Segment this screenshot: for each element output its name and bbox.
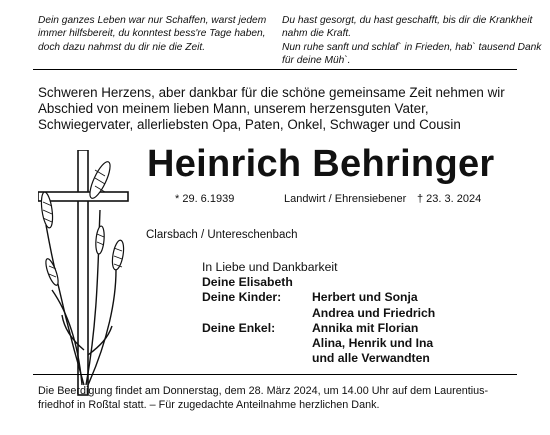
grandchildren-entry: Alina, Henrik und Ina: [312, 336, 434, 351]
children-entry: Herbert und Sonja: [312, 290, 418, 305]
funeral-line: Die Beerdigung findet am Donnerstag, dem 28. März 2024, um 14.00 Uhr auf dem Laurentius-: [38, 385, 489, 397]
mourners-block: [202, 260, 435, 366]
poem-line: nahm die Kraft.: [282, 28, 352, 40]
poem-line: doch dazu nahmst du dir nie die Zeit.: [38, 41, 206, 53]
birth-date: * 29. 6.1939: [175, 193, 235, 205]
poem-line: immer hilfsbereit, du konntest bess're Tage haben,: [38, 28, 266, 40]
deceased-name: Heinrich Behringer: [147, 143, 495, 185]
poem-line: Dein ganzes Leben war nur Schaffen, warst jedem: [38, 15, 267, 26]
poem-right: [282, 14, 542, 68]
bottom-divider: [33, 374, 517, 375]
intro-text: [38, 85, 518, 133]
intro-line: Schweren Herzens, aber dankbar für die schöne gemeinsame Zeit nehmen wir: [38, 85, 505, 100]
wife-name: Deine Elisabeth: [202, 275, 293, 290]
home-place: Clarsbach / Untereschenbach: [146, 229, 298, 241]
intro-line: Abschied von meinem lieben Mann, unserem herzensguten Vater,: [38, 101, 429, 116]
cross-with-wheat-icon: [38, 150, 138, 400]
death-date: † 23. 3. 2024: [417, 193, 482, 205]
top-divider: [33, 69, 517, 70]
funeral-line: friedhof in Roßtal statt. – Für zugedachte Anteilnahme herzlichen Dank.: [38, 399, 380, 411]
mourners-heading: In Liebe und Dankbarkeit: [202, 260, 338, 274]
poem-line: Du hast gesorgt, du hast geschafft, bis dir die Krankheit: [282, 15, 533, 26]
children-entry: Andrea und Friedrich: [312, 305, 436, 320]
poem-line: für deine Müh`.: [282, 55, 351, 67]
poem-left: [38, 14, 273, 54]
intro-line: Schwiegervater, allerliebsten Opa, Paten, Onkel, Schwager und Cousin: [38, 117, 461, 132]
grandchildren-label: Deine Enkel:: [202, 320, 276, 335]
funeral-notice: [38, 384, 518, 412]
profession: Landwirt / Ehrensiebener: [284, 193, 407, 205]
grandchildren-entry: Annika mit Florian: [312, 320, 419, 335]
children-label: Deine Kinder:: [202, 290, 282, 305]
relatives-entry: und alle Verwandten: [312, 351, 430, 366]
poem-line: Nun ruhe sanft und schlaf` in Frieden, hab` tausend Dank: [282, 41, 542, 53]
